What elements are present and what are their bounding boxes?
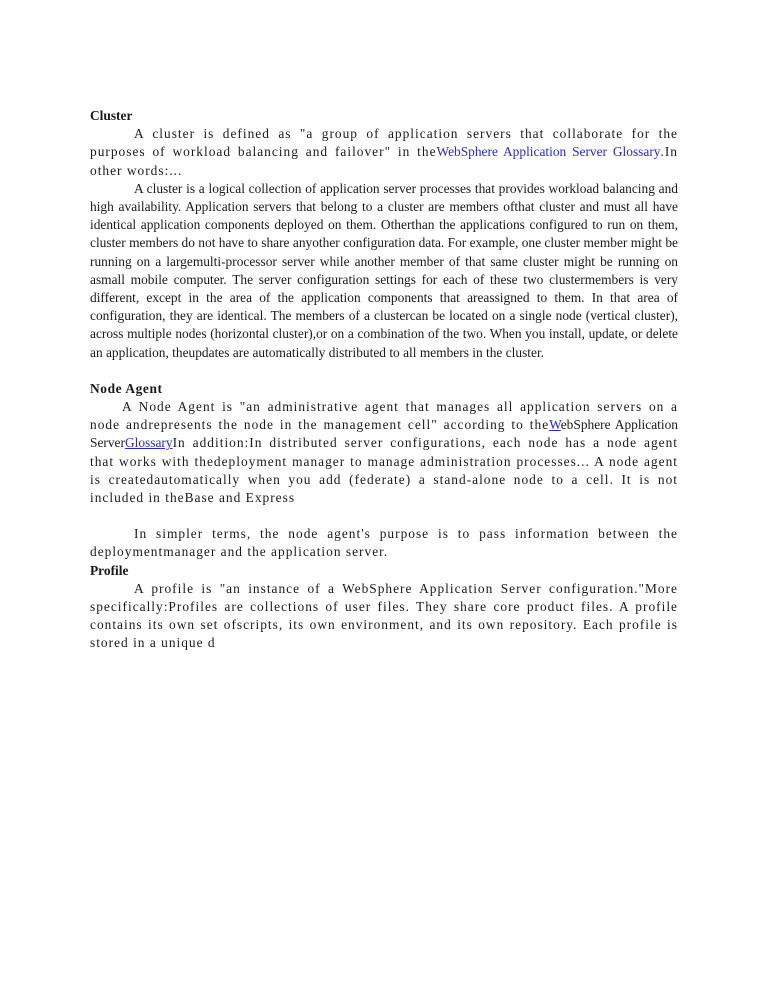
websphere-w-link[interactable]: W	[549, 417, 561, 433]
node-agent-definition-paragraph	[90, 398, 678, 507]
profile-definition-text: A profile is "an instance of a WebSphere Application Server configuration."More specifically:Profiles are collections of user files. They share core product files. A profile contains its own set ofscripts, its own environment, and its own repository. Each profile is stored in a unique d	[90, 580, 678, 651]
websphere-glossary-link[interactable]: WebSphere Application Server Glossary	[436, 144, 661, 160]
section-heading-cluster: Cluster	[90, 108, 133, 123]
node-agent-definition-text: A Node Agent is "an administrative agent that manages all application servers on a node andrepresents the node in the management cell" according to the	[90, 399, 678, 433]
websphere-app-server-text: ebSphere Application Server	[90, 417, 678, 451]
glossary-link[interactable]: Glossary	[124, 435, 173, 451]
spacer	[90, 362, 678, 380]
node-agent-summary-text: In simpler terms, the node agent's purpose is to pass information between the deploymentmanager and the application server.	[90, 526, 678, 560]
node-agent-addition-text: In addition:In distributed server configurations, each node has a node agent that works with thedeployment manager to manage administration processes... A node agent is createdautomatically when you add (federate) a stand-alone node to a cell. It is not included in theBase and Express	[90, 435, 678, 506]
spacer	[90, 507, 678, 525]
section-heading-node-agent: Node Agent	[90, 380, 163, 396]
cluster-definition-text: A cluster is defined as "a group of application servers that collaborate for the purposes of workload balancing and failover" in the	[90, 126, 678, 160]
cluster-definition-paragraph	[90, 125, 678, 180]
profile-definition-paragraph	[90, 580, 678, 653]
section-heading-profile: Profile	[90, 562, 129, 578]
cluster-description-paragraph: A cluster is a logical collection of application server processes that provides workload balancing and high availability. Application servers that belong to a cluster are members ofthat cluster and must all have identical application components deployed on them. Otherthan the applications configured to run on them, cluster members do not have to share anyother configuration data. For example, one cluster member might be running on a largemulti-processor server while another member of that same cluster might be running on asmall mobile computer. The server configuration settings for each of these two clustermembers is very different, except in the area of the application components that areassigned to them. In that area of configuration, they are identical. The members of a clustercan be located on a single node (vertical cluster), across multiple nodes (horizontal cluster),or on a combination of the two. When you install, update, or delete an application, theupdates are automatically distributed to all members in the cluster.	[90, 180, 678, 360]
document-page	[90, 107, 678, 653]
node-agent-summary-paragraph	[90, 525, 678, 561]
cluster-definition-tail: .In other words:...	[90, 144, 678, 178]
